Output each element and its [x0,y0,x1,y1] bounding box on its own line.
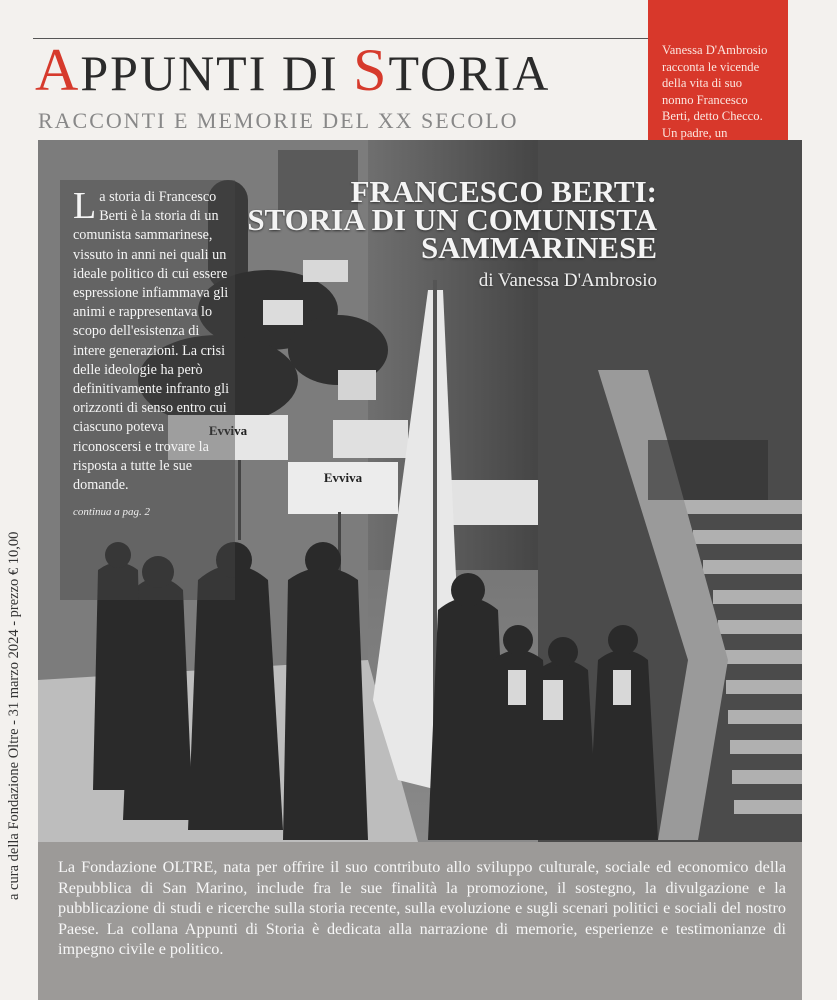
masthead-title: APPUNTI DI STORIA [35,37,551,103]
article-intro [73,185,233,522]
sign-evviva-2: Evviva [323,470,363,485]
article-title-block [217,174,657,292]
intro-text: a storia di Francesco Berti è la storia di un comunista sammarinese, vissuto in anni nei quali un ideale politico di cui essere espressione infiammava gli animi e rappresentava lo scopo dell'esistenza di intere generazioni. La crisi delle ideologie ha però definitivamente infranto gli orizzonti di senso entro cui ciascuno poteva riconoscersi e trovare la risposta a tutte le sue domande. [73,189,230,494]
foundation-description: La Fondazione OLTRE, nata per offrire il suo contributo allo sviluppo culturale, sociale ed economico della Repubblica di San Marino, include fra le sue finalità la promozione, il sostegno, la divulgazione e la pubblicazione di studi e ricerche sulla storia recente, sulla evoluzione e sugli scenari politici e sociali del nostro Paese. La collana Appunti di Storia è dedicata alla narrazione di memorie, esperienze e testimonianze di impegno civile e politico. [38,842,802,1000]
sign-evviva-1: Evviva [208,423,248,438]
article-title: FRANCESCO BERTI: STORIA DI UN COMUNISTA SAMMARINESE [247,174,657,265]
drop-cap: L [73,185,97,227]
top-rule [33,38,648,39]
title-initial-s: S [353,37,389,103]
masthead-subtitle: RACCONTI E MEMORIE DEL XX SECOLO [38,108,519,133]
article-byline: di Vanessa D'Ambrosio [478,270,657,291]
continued-link[interactable]: continua a pag. 2 [73,506,150,519]
spine-text: a cura della Fondazione Oltre - 31 marzo 2024 - prezzo € 10,00 [6,531,22,900]
title-initial-a: A [35,37,81,103]
sidebar-note: Vanessa D'Ambrosio racconta le vicende della vita di suo nonno Francesco Berti, detto Checco. Un padre, un [648,0,788,305]
